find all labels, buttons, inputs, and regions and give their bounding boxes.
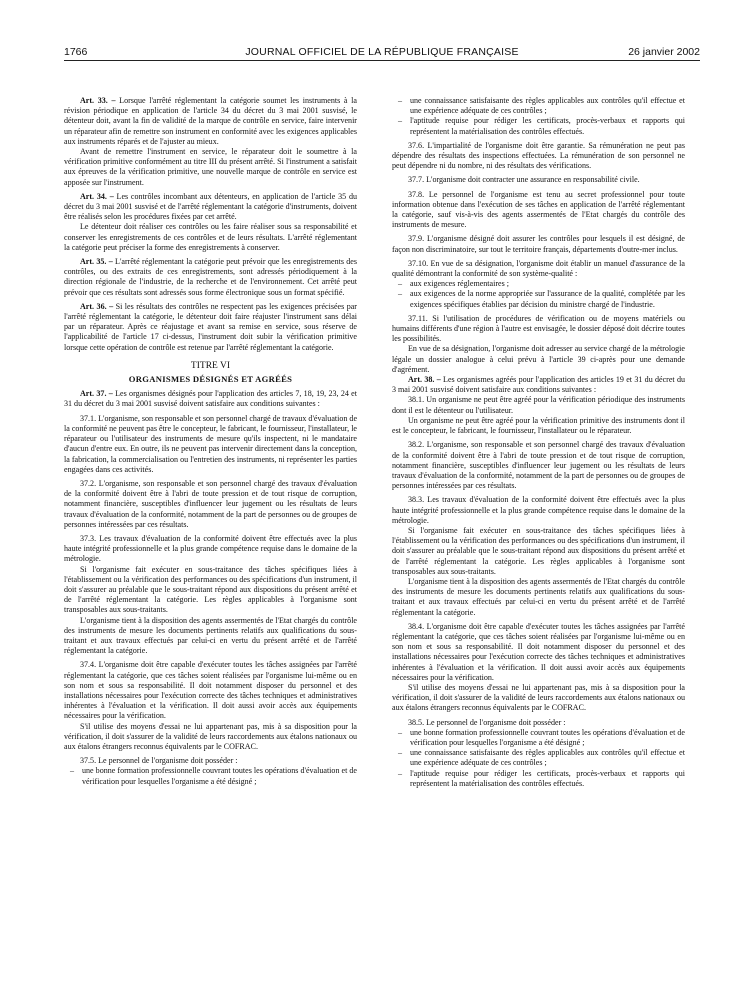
page-number: 1766: [64, 46, 88, 58]
article-38: [392, 375, 685, 395]
list-item: – une bonne formation professionnelle couvrant toutes les opérations d'évaluation et de vérification pour lesquelles l'organisme a été désigné ;: [64, 766, 357, 786]
article-label: Art. 38. –: [408, 375, 441, 385]
list-item: – une connaissance satisfaisante des règles applicables aux contrôles qu'il effectue et une expérience adéquate de ces contrôles ;: [392, 96, 685, 116]
paragraph: S'il utilise des moyens d'essai ne lui appartenant pas, mis à sa disposition pour la vérification, il doit s'assurer de la validité de leurs raccordements aux étalons nationaux ou aux étalons étrangers reconnus équivalents par le COFRAC.: [64, 721, 357, 751]
paragraph: 37.4. L'organisme doit être capable d'exécuter toutes les tâches assignées par l'arrêté réglementant la catégorie, que ces tâches soient réalisées par l'organisme lui-même ou en son nom et sous sa responsabilité. Il doit notamment disposer du personnel et des installations nécessaires pour l'exécution correcte des tâches techniques et administratives inhérentes à l'évaluation et la vérification. Il doit aussi avoir accès aux équipements nécessaires pour la vérification.: [64, 660, 357, 721]
article-label: Art. 35. –: [80, 257, 113, 267]
issue-date: 26 janvier 2002: [628, 46, 700, 58]
article-label: Art. 36. –: [80, 301, 114, 311]
paragraph: 37.10. En vue de sa désignation, l'organisme doit établir un manuel d'assurance de la qualité démontrant la conformité de son système-qualité :: [392, 258, 685, 279]
paragraph-text: L'arrêté réglementant la catégorie peut prévoir que les enregistrements des contrôles, ou des extraits de ces enregistrements, sont adressés périodiquement à la direction régionale de l'industrie, de la recherche et de l'environnement. Cet arrêté peut prévoir que ces résultats sont adressés sous forme électronique sous un format spécifié.: [64, 257, 357, 297]
article-label: Art. 34. –: [80, 191, 114, 201]
paragraph: 37.7. L'organisme doit contracter une assurance en responsabilité civile.: [408, 175, 640, 185]
journal-title: JOURNAL OFFICIEL DE LA RÉPUBLIQUE FRANÇAISE: [245, 46, 519, 58]
paragraph: Le détenteur doit réaliser ces contrôles ou les faire réaliser sous sa responsabilité et conserver les enregistrements de ces contrôles et de leurs résultats. L'arrêté réglementant la catégorie peut préciser la forme des enregistrements à conserver.: [64, 222, 357, 252]
article-label: Art. 37. –: [80, 389, 113, 399]
article-37: [64, 389, 357, 409]
paragraph: 37.5. Le personnel de l'organisme doit posséder :: [80, 756, 238, 766]
right-column: [392, 96, 685, 789]
paragraph: 37.2. L'organisme, son responsable et son personnel chargé des travaux d'évaluation de la conformité doivent être à l'abri de toute pression et de tout risque de corruption, notamment financière, susceptibles d'influencer leur jugement ou les résultats de leurs travaux d'évaluation de la conformité, notamment de la part de personnes ou de groupes de personnes intéressées par ces résultats.: [64, 478, 357, 529]
paragraph: Avant de remettre l'instrument en service, le réparateur doit le soumettre à la vérification primitive conformément au titre III du présent arrêté. Si l'instrument a satisfait aux épreuves de la vérification primitive, une nouvelle marque de contrôle en service est apposée sur l'instrument.: [64, 147, 357, 187]
page-header: [64, 46, 700, 61]
paragraph: 38.2. L'organisme, son responsable et son personnel chargé des travaux d'évaluation de la conformité doivent être à l'abri de toute pression et de tout risque de corruption, notamment financière, susceptibles d'influencer leur jugement ou les résultats de leurs travaux d'évaluation de la conformité, notamment de la part de personnes ou de groupes de personnes intéressées par ces résultats.: [392, 440, 685, 491]
paragraph: Si l'organisme fait exécuter en sous-traitance des tâches spécifiques liées à l'établissement ou la vérification des performances ou des spécifications d'un instrument, il doit s'assurer au préalable que le sous-traitant répond aux dispositions du présent arrêté et de l'arrêté réglementant la catégorie. Les règles applicables à l'organisme sont transposables aux sous-traitants.: [392, 525, 685, 576]
section-title: TITRE VI: [190, 360, 231, 371]
paragraph: 38.1. Un organisme ne peut être agréé pour la vérification périodique des instruments dont il est le détenteur ou l'utilisateur.: [392, 395, 685, 415]
paragraph-text: Les organismes désignés pour l'application des articles 7, 18, 19, 23, 24 et 31 du décret du 3 mai 2001 susvisé doivent satisfaire aux conditions suivantes :: [64, 389, 357, 409]
article-35: [64, 257, 357, 298]
paragraph: 38.3. Les travaux d'évaluation de la conformité doivent être effectués avec la plus haute intégrité professionnelle et la plus grande compétence requise dans le domaine de la métrologie.: [392, 495, 685, 525]
paragraph: 37.6. L'impartialité de l'organisme doit être garantie. Sa rémunération ne peut pas dépendre des résultats des inspections effectuées. La rémunération de son personnel ne peut dépendre ni du nombre, ni des résultats des vérifications.: [392, 140, 685, 171]
paragraph: 37.11. Si l'utilisation de procédures de vérification ou de moyens matériels ou humains différents d'une région à l'autre est envisagée, le dossier déposé doit décrire toutes les possibilités.: [392, 313, 685, 344]
article-36: [64, 302, 357, 353]
paragraph-text: Les contrôles incombant aux détenteurs, en application de l'article 35 du décret du 3 mai 2001 susvisé et de l'arrêté réglementant la catégorie d'instruments, doivent être réalisés selon les procédures fixées par cet arrêté.: [64, 191, 357, 222]
article-33: [64, 96, 357, 147]
paragraph: S'il utilise des moyens d'essai ne lui appartenant pas, mis à sa disposition pour la vérification, il doit s'assurer de la validité de leurs raccordements aux étalons nationaux ou aux étalons étrangers reconnus équivalents par le COFRAC.: [392, 682, 685, 713]
list-item: – aux exigences réglementaires ;: [392, 279, 685, 289]
paragraph: Un organisme ne peut être agréé pour la vérification primitive des instruments dont il est le concepteur, le fabricant, le fournisseur, l'installateur ou le réparateur.: [392, 415, 685, 436]
left-column: [64, 96, 357, 787]
list-item: – l'aptitude requise pour rédiger les certificats, procès-verbaux et rapports qui représentent la matérialisation des contrôles effectués.: [392, 116, 685, 136]
paragraph: 38.4. L'organisme doit être capable d'exécuter toutes les tâches assignées par l'arrêté réglementant la catégorie, que ces tâches soient réalisées par l'organisme lui-même ou en son nom et sous sa responsabilité. Il doit notamment disposer du personnel et des installations nécessaires pour l'exécution correcte des tâches techniques et administratives inhérentes à l'évaluation et la vérification. Il doit aussi avoir accès aux équipements nécessaires pour la vérification.: [392, 621, 685, 682]
paragraph-text: Si les résultats des contrôles ne respectent pas les exigences précisées par l'arrêté réglementant la catégorie, le détenteur doit faire réajuster l'instrument sans délai par un réparateur. Après ce réajustage et avant sa remise en service, sous réserve de l'applicabilité de l'article 17 ci-dessus, l'instrument doit subir la vérification primitive lorsque cette opération de contrôle est retenue par l'arrêté réglementant la catégorie.: [64, 301, 357, 352]
paragraph: Si l'organisme fait exécuter en sous-traitance des tâches spécifiques liées à l'établissement ou la vérification des performances ou des spécifications d'un instrument, il doit s'assurer au préalable que le sous-traitant répond aux dispositions du présent arrêté et de l'arrêté réglementant la catégorie. Les règles applicables à l'organisme sont transposables aux sous-traitants.: [64, 564, 357, 615]
paragraph: 37.8. Le personnel de l'organisme est tenu au secret professionnel pour toute information obtenue dans l'exécution de ses tâches en application de l'arrêté réglementant la catégorie, sauf vis-à-vis des agents assermentés de l'Etat chargés du contrôle des instruments de mesure.: [392, 189, 685, 230]
paragraph-text: Les organismes agréés pour l'application des articles 19 et 31 du décret du 3 mai 2001 susvisé doivent satisfaire aux conditions suivantes :: [392, 375, 686, 395]
list-item: – l'aptitude requise pour rédiger les certificats, procès-verbaux et rapports qui représentent la matérialisation des contrôles effectués.: [392, 769, 685, 789]
paragraph: 37.1. L'organisme, son responsable et son personnel chargé de travaux d'évaluation de la conformité ne peuvent pas être le concepteur, le fabricant, le fournisseur, l'installateur, le réparateur ou l'utilisateur des instruments de mesure qu'ils inspectent, ni le mandataire d'aucun d'entre eux. En outre, ils ne peuvent pas intervenir directement dans la conception, la fabrication, la commercialisation ou l'entretien des instruments, ni représenter les parties engagées dans ces activités.: [64, 413, 358, 474]
paragraph-text: Lorsque l'arrêté réglementant la catégorie soumet les instruments à la révision périodique en application de l'article 34 du décret du 3 mai 2001 susvisé, le détenteur doit, avant la fin de validité de la marque de contrôle en service, faire intervenir un réparateur afin de remettre son instrument en conformité avec les exigences applicables aux instruments réparés et de l'ajuster au mieux.: [64, 96, 357, 146]
paragraph: L'organisme tient à la disposition des agents assermentés de l'Etat chargés du contrôle des instruments de mesure les documents pertinents relatifs aux qualifications du sous-traitant et aux travaux effectués par celui-ci en vertu du présent arrêté et de l'arrêté réglementant la catégorie.: [392, 576, 685, 617]
section-subtitle: ORGANISMES DÉSIGNÉS ET AGRÉÉS: [128, 374, 293, 385]
list-item: – aux exigences de la norme appropriée sur l'assurance de la qualité, complétée par les exigences spécifiques établies par décision du ministre chargé de l'industrie.: [392, 289, 685, 309]
list-item: – une connaissance satisfaisante des règles applicables aux contrôles qu'il effectue et une expérience adéquate de ces contrôles ;: [392, 748, 685, 768]
paragraph: 38.5. Le personnel de l'organisme doit posséder :: [408, 717, 566, 727]
article-34: [64, 192, 357, 223]
paragraph: L'organisme tient à la disposition des agents assermentés de l'Etat chargés du contrôle des instruments de mesure les documents pertinents relatifs aux qualifications du sous-traitant et aux travaux effectués par celui-ci en vertu du présent arrêté et de l'arrêté réglementant la catégorie.: [64, 615, 357, 656]
article-label: Art. 33. –: [80, 96, 116, 105]
list-item: – une bonne formation professionnelle couvrant toutes les opérations d'évaluation et de vérification pour lesquelles l'organisme a été désigné ;: [392, 728, 685, 748]
paragraph: En vue de sa désignation, l'organisme doit adresser au service chargé de la métrologie légale un dossier analogue à celui prévu à l'article 39 ci-après pour une demande d'agrément.: [392, 344, 685, 374]
paragraph: 37.3. Les travaux d'évaluation de la conformité doivent être effectués avec la plus haute intégrité professionnelle et la plus grande compétence requise dans le domaine de la métrologie.: [64, 533, 357, 564]
paragraph: 37.9. L'organisme désigné doit assurer les contrôles pour lesquels il est désigné, de façon non discriminatoire, sur tout le territoire français, départements d'outre-mer inclus.: [392, 234, 685, 254]
